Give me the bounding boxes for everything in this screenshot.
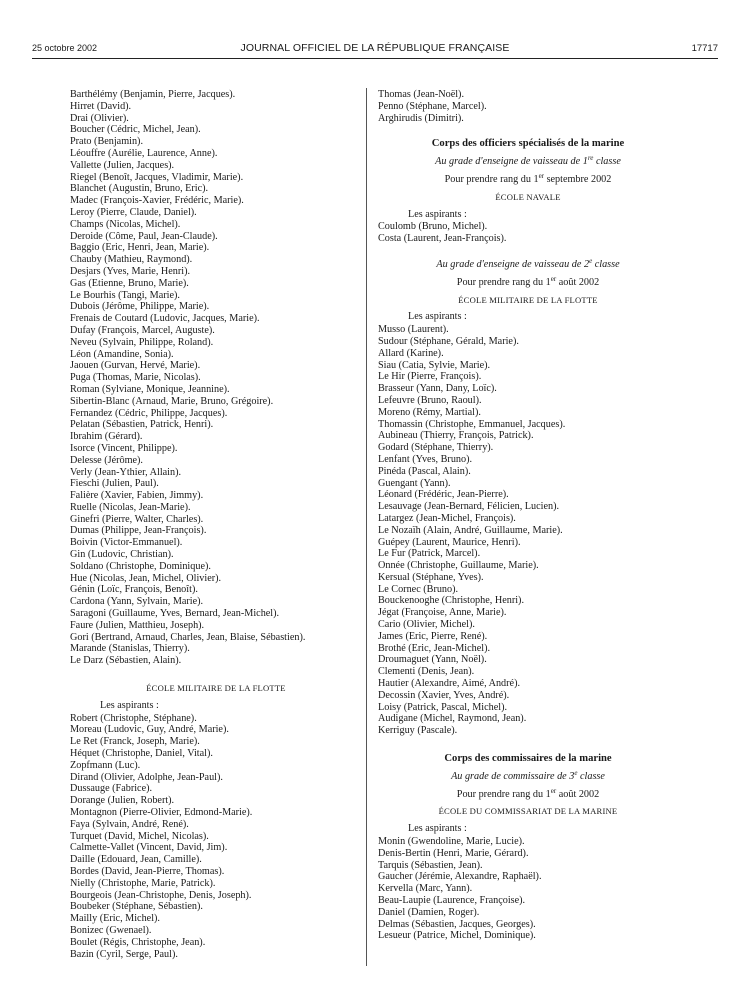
list-item: Drai (Olivier).	[70, 112, 129, 124]
aspirants-intro: Les aspirants :	[408, 823, 467, 835]
name-list	[378, 221, 678, 245]
list-item: Siau (Catia, Sylvie, Marie).	[378, 359, 491, 371]
list-item: Lesueur (Patrice, Michel, Dominique).	[378, 930, 536, 942]
list-item: Boivin (Victor-Emmanuel).	[70, 537, 183, 549]
list-item: Riegel (Benoît, Jacques, Vladimir, Marie).	[70, 171, 244, 183]
list-item: Kerriguy (Pascale).	[378, 725, 458, 737]
list-item: Cardona (Yann, Sylvain, Marie).	[70, 596, 204, 608]
name-list	[378, 89, 678, 124]
list-item: Brasseur (Yann, Dany, Loïc).	[378, 383, 497, 395]
list-item: Arghirudis (Dimitri).	[378, 112, 464, 124]
list-item: Kersual (Stéphane, Yves).	[378, 571, 484, 583]
school-heading: ÉCOLE DU COMMISSARIAT DE LA MARINE	[438, 806, 618, 817]
list-item: Beau-Laupie (Laurence, Françoise).	[378, 895, 526, 907]
list-item: Kervella (Marc, Yann).	[378, 883, 473, 895]
school-heading: ÉCOLE MILITAIRE DE LA FLOTTE	[146, 683, 286, 694]
list-item: Verly (Jean-Ythier, Allain).	[70, 466, 182, 478]
list-item: Le Nozaïh (Alain, André, Guillaume, Marie).	[378, 524, 563, 536]
school-heading: ÉCOLE NAVALE	[495, 191, 561, 202]
list-item: Daniel (Damien, Roger).	[378, 906, 480, 918]
list-item: Robert (Christophe, Stéphane).	[70, 712, 197, 724]
page-header	[32, 40, 718, 56]
list-item: Delesse (Jérôme).	[70, 454, 143, 466]
list-item: Musso (Laurent).	[378, 324, 449, 336]
list-item: Le Ret (Franck, Joseph, Marie).	[70, 736, 200, 748]
list-item: Ruelle (Nicolas, Jean-Marie).	[70, 501, 191, 513]
list-item: Le Cornec (Bruno).	[378, 583, 459, 595]
list-item: Gaucher (Jérémie, Alexandre, Raphaël).	[378, 871, 542, 883]
list-item: Léouffre (Aurélie, Laurence, Anne).	[70, 147, 218, 159]
grade-heading: Au grade d'enseigne de vaisseau de 2e classe	[436, 256, 620, 270]
left-column	[70, 89, 362, 960]
list-item: Decossin (Xavier, Yves, André).	[378, 689, 510, 701]
journal-title: JOURNAL OFFICIEL DE LA RÉPUBLIQUE FRANÇAISE	[240, 42, 510, 54]
list-item: Nielly (Christophe, Marie, Patrick).	[70, 877, 216, 889]
list-item: Leroy (Pierre, Claude, Daniel).	[70, 206, 197, 218]
list-item: Lesauvage (Jean-Bernard, Félicien, Lucien).	[378, 501, 560, 513]
list-item: Monin (Gwendoline, Marie, Lucie).	[378, 836, 525, 848]
page-number: 17717	[691, 43, 718, 54]
list-item: Fieschi (Julien, Paul).	[70, 478, 159, 490]
list-item: Neveu (Sylvain, Philippe, Roland).	[70, 336, 214, 348]
list-item: Barthélémy (Benjamin, Pierre, Jacques).	[70, 89, 236, 100]
list-item: Bazin (Cyril, Serge, Paul).	[70, 948, 178, 960]
list-item: Guengant (Yann).	[378, 477, 451, 489]
list-item: Dufay (François, Marcel, Auguste).	[70, 324, 215, 336]
list-item: Dussauge (Fabrice).	[70, 783, 153, 795]
rank-date: Pour prendre rang du 1er septembre 2002	[444, 171, 612, 185]
list-item: Roman (Sylviane, Monique, Jeannine).	[70, 383, 230, 395]
list-item: Zopfmann (Luc).	[70, 759, 141, 771]
name-list	[70, 713, 362, 961]
list-item: Hautier (Alexandre, Aimé, André).	[378, 678, 521, 690]
corps-heading: Corps des officiers spécialisés de la marine	[431, 138, 625, 150]
list-item: Boulet (Régis, Christophe, Jean).	[70, 936, 206, 948]
list-item: Thomas (Jean-Noël).	[378, 89, 464, 100]
list-item: Boucher (Cédric, Michel, Jean).	[70, 124, 201, 136]
list-item: Droumaguet (Yann, Noël).	[378, 654, 487, 666]
list-item: Gas (Etienne, Bruno, Marie).	[70, 277, 189, 289]
list-item: Pelatan (Sébastien, Patrick, Henri).	[70, 419, 214, 431]
list-item: Saragoni (Guillaume, Yves, Bernard, Jean-Michel).	[70, 608, 280, 620]
list-item: Le Bourhis (Tangi, Marie).	[70, 289, 180, 301]
list-item: Moreno (Rémy, Martial).	[378, 406, 481, 418]
name-list	[378, 324, 678, 737]
list-item: Thomassin (Christophe, Emmanuel, Jacques).	[378, 418, 566, 430]
list-item: Soldano (Christophe, Dominique).	[70, 560, 211, 572]
list-item: Montagnon (Pierre-Olivier, Edmond-Marie).	[70, 807, 253, 819]
header-rule	[32, 58, 718, 59]
column-divider	[366, 88, 367, 966]
corps-heading: Corps des commissaires de la marine	[444, 753, 612, 765]
list-item: Baggio (Eric, Henri, Jean, Marie).	[70, 242, 210, 254]
list-item: Dubois (Jérôme, Philippe, Marie).	[70, 301, 210, 313]
list-item: Penno (Stéphane, Marcel).	[378, 100, 487, 112]
list-item: Gori (Bertrand, Arnaud, Charles, Jean, Blaise, Sébastien).	[70, 631, 306, 643]
list-item: Loisy (Patrick, Pascal, Michel).	[378, 701, 508, 713]
list-item: Hue (Nicolas, Jean, Michel, Olivier).	[70, 572, 222, 584]
list-item: Godard (Stéphane, Thierry).	[378, 442, 494, 454]
list-item: Daille (Edouard, Jean, Camille).	[70, 854, 202, 866]
list-item: Brothé (Eric, Jean-Michel).	[378, 642, 491, 654]
list-item: Fernandez (Cédric, Philippe, Jacques).	[70, 407, 228, 419]
school-heading: ÉCOLE MILITAIRE DE LA FLOTTE	[458, 294, 598, 305]
list-item: Latargez (Jean-Michel, François).	[378, 512, 516, 524]
list-item: Mailly (Eric, Michel).	[70, 913, 160, 925]
name-list	[70, 89, 362, 667]
list-item: Le Hir (Pierre, François).	[378, 371, 482, 383]
list-item: Le Fur (Patrick, Marcel).	[378, 548, 481, 560]
header-date: 25 octobre 2002	[32, 43, 98, 53]
aspirants-intro: Les aspirants :	[408, 208, 467, 220]
list-item: Génin (Loïc, François, Benoît).	[70, 584, 198, 596]
list-item: Lenfant (Yves, Bruno).	[378, 453, 473, 465]
list-item: Frenais de Coutard (Ludovic, Jacques, Marie).	[70, 313, 260, 325]
list-item: Jégat (Françoise, Anne, Marie).	[378, 607, 507, 619]
list-item: Dirand (Olivier, Adolphe, Jean-Paul).	[70, 771, 223, 783]
list-item: Le Darz (Sébastien, Alain).	[70, 655, 182, 667]
list-item: James (Eric, Pierre, René).	[378, 630, 488, 642]
list-item: Chauby (Mathieu, Raymond).	[70, 254, 193, 266]
list-item: Bourgeois (Jean-Christophe, Denis, Joseph).	[70, 889, 252, 901]
list-item: Falière (Xavier, Fabien, Jimmy).	[70, 490, 204, 502]
list-item: Delmas (Sébastien, Jacques, Georges).	[378, 918, 536, 930]
list-item: Denis-Bertin (Henri, Marie, Gérard).	[378, 847, 529, 859]
list-item: Puga (Thomas, Marie, Nicolas).	[70, 372, 201, 384]
aspirants-intro: Les aspirants :	[408, 311, 467, 323]
list-item: Lefeuvre (Bruno, Raoul).	[378, 394, 482, 406]
list-item: Marande (Stanislas, Thierry).	[70, 643, 190, 655]
right-column	[378, 89, 678, 942]
list-item: Deroide (Côme, Paul, Jean-Claude).	[70, 230, 218, 242]
list-item: Pinéda (Pascal, Alain).	[378, 465, 471, 477]
list-item: Boubeker (Stéphane, Sébastien).	[70, 901, 203, 913]
list-item: Prato (Benjamin).	[70, 136, 143, 148]
list-item: Audigane (Michel, Raymond, Jean).	[378, 713, 527, 725]
list-item: Costa (Laurent, Jean-François).	[378, 233, 507, 245]
grade-heading: Au grade de commissaire de 3e classe	[451, 768, 605, 782]
list-item: Guépey (Laurent, Maurice, Henri).	[378, 536, 521, 548]
list-item: Isorce (Vincent, Philippe).	[70, 442, 178, 454]
list-item: Clementi (Denis, Jean).	[378, 666, 475, 678]
list-item: Allard (Karine).	[378, 347, 444, 359]
list-item: Onnée (Christophe, Guillaume, Marie).	[378, 560, 539, 572]
list-item: Moreau (Ludovic, Guy, André, Marie).	[70, 724, 229, 736]
list-item: Coulomb (Bruno, Michel).	[378, 221, 488, 233]
list-item: Vallette (Julien, Jacques).	[70, 159, 175, 171]
list-item: Bordes (David, Jean-Pierre, Thomas).	[70, 866, 225, 877]
list-item: Dorange (Julien, Robert).	[70, 795, 175, 807]
list-item: Hirret (David).	[70, 100, 132, 112]
list-item: Héquet (Christophe, Daniel, Vital).	[70, 748, 213, 760]
list-item: Sibertin-Blanc (Arnaud, Marie, Bruno, Grégoire).	[70, 395, 274, 407]
list-item: Jaouen (Gurvan, Hervé, Marie).	[70, 360, 201, 372]
list-item: Léonard (Frédéric, Jean-Pierre).	[378, 489, 509, 501]
list-item: Champs (Nicolas, Michel).	[70, 218, 181, 230]
list-item: Bonizec (Gwenael).	[70, 924, 152, 936]
list-item: Ginefri (Pierre, Walter, Charles).	[70, 513, 204, 525]
list-item: Calmette-Vallet (Vincent, David, Jim).	[70, 842, 228, 854]
list-item: Dumas (Philippe, Jean-François).	[70, 525, 207, 537]
list-item: Ibrahim (Gérard).	[70, 431, 143, 443]
list-item: Faya (Sylvain, André, René).	[70, 818, 189, 830]
aspirants-intro: Les aspirants :	[100, 699, 159, 711]
list-item: Léon (Amandine, Sonia).	[70, 348, 174, 360]
rank-date: Pour prendre rang du 1er août 2002	[456, 274, 600, 288]
list-item: Tarquis (Sébastien, Jean).	[378, 859, 483, 871]
list-item: Madec (François-Xavier, Frédéric, Marie).	[70, 195, 244, 207]
list-item: Sudour (Stéphane, Gérald, Marie).	[378, 335, 519, 347]
list-item: Blanchet (Augustin, Bruno, Eric).	[70, 183, 209, 195]
list-item: Gin (Ludovic, Christian).	[70, 549, 174, 561]
list-item: Turquet (David, Michel, Nicolas).	[70, 830, 209, 842]
list-item: Bouckenooghe (Christophe, Henri).	[378, 595, 524, 607]
list-item: Desjars (Yves, Marie, Henri).	[70, 265, 191, 277]
list-item: Aubineau (Thierry, François, Patrick).	[378, 430, 534, 442]
list-item: Faure (Julien, Matthieu, Joseph).	[70, 619, 205, 631]
name-list	[378, 836, 678, 942]
rank-date: Pour prendre rang du 1er août 2002	[456, 786, 600, 800]
list-item: Cario (Olivier, Michel).	[378, 619, 475, 631]
grade-heading: Au grade d'enseigne de vaisseau de 1re classe	[435, 154, 621, 168]
